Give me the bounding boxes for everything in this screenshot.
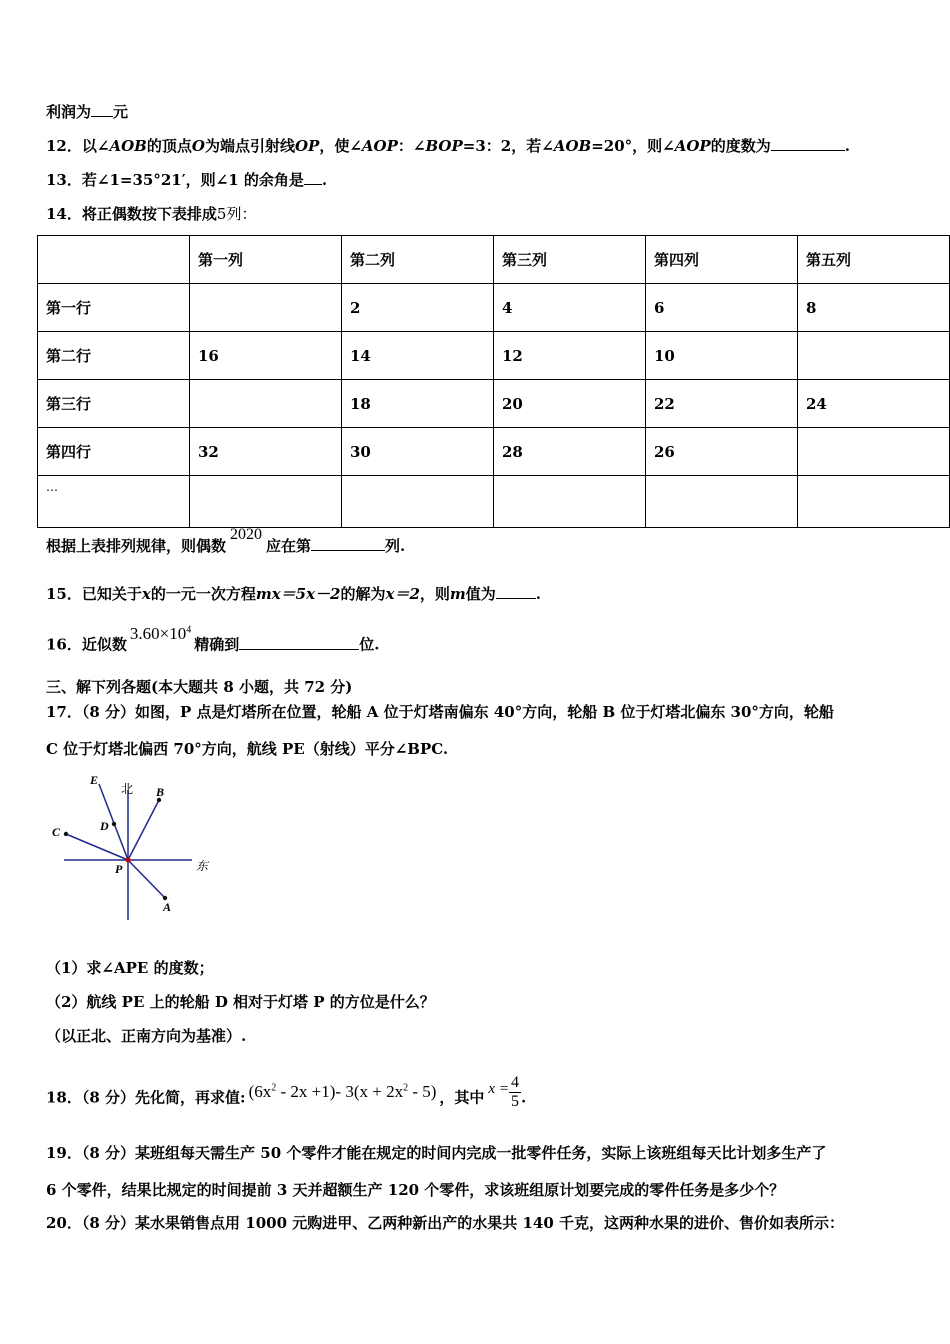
table-row — [38, 380, 950, 428]
question-17-sub1: （1）求∠APE 的度数； — [46, 959, 214, 977]
label-e: E — [90, 773, 99, 787]
question-17-line2: C 位于灯塔北偏西 70°方向，航线 PE（射线）平分∠BPC. — [46, 740, 449, 758]
table-row — [38, 476, 950, 528]
table-cell: 26 — [646, 428, 798, 476]
table-cell: 12 — [494, 332, 646, 380]
fraction: $\frac{4}{5}$ — [510, 1074, 519, 1111]
answer-blank — [91, 102, 113, 117]
question-17-sub2: （2）航线 PE 上的轮船 D 相对于灯塔 P 的方位是什么？ — [46, 993, 435, 1011]
table-cell: 第五列 — [798, 236, 950, 284]
section-title: 三、解下列各题(本大题共 8 小题，共 72 分) — [46, 678, 353, 696]
label-c: C — [52, 825, 61, 839]
label-p: P — [115, 862, 123, 876]
table-cell: 第四行 — [38, 428, 190, 476]
question-16: 16．近似数$3.60\times 10^4$精确到 位. — [46, 623, 380, 654]
table-cell — [190, 284, 342, 332]
table-row — [38, 332, 950, 380]
answer-blank — [496, 584, 536, 599]
table-cell — [190, 476, 342, 528]
point-d — [112, 822, 116, 826]
table-cell: 28 — [494, 428, 646, 476]
table-cell: 32 — [190, 428, 342, 476]
label-east: 东 — [196, 859, 209, 873]
table-cell: … — [38, 476, 190, 528]
question-13: 13．若∠1=35°21′，则∠1 的余角是 . — [46, 171, 328, 189]
table-cell: 30 — [342, 428, 494, 476]
table-cell — [798, 476, 950, 528]
lighthouse-direction-figure — [44, 770, 224, 925]
table-cell: 第一列 — [190, 236, 342, 284]
expression: $(6x^2 - 2x +1)-$ $3(x + 2x^2 - 5)$ — [248, 1081, 437, 1101]
label-north: 北 — [121, 782, 134, 796]
table-cell — [798, 428, 950, 476]
question-14-intro: 14．将正偶数按下表排成5列： — [46, 205, 257, 223]
table-cell — [646, 476, 798, 528]
table-cell: 2 — [342, 284, 494, 332]
table-cell: 第二列 — [342, 236, 494, 284]
even-number-table — [37, 235, 950, 528]
question-17-line1: 17．（8 分）如图，P 点是灯塔所在位置，轮船 A 位于灯塔南偏东 40°方向，轮船 B 位于灯塔北偏东 30°方向，轮船 — [46, 703, 834, 721]
question-20: 20．（8 分）某水果销售点用 1000 元购进甲、乙两种新出产的水果共 140 千克，这两种水果的进价、售价如表所示： — [46, 1214, 844, 1232]
table-cell: 第三行 — [38, 380, 190, 428]
label-a: A — [163, 900, 172, 914]
table-cell: 6 — [646, 284, 798, 332]
point-c — [64, 832, 68, 836]
answer-blank — [304, 170, 322, 185]
table-cell — [190, 380, 342, 428]
table-cell: 第一行 — [38, 284, 190, 332]
table-cell — [342, 476, 494, 528]
ray-pa — [128, 860, 165, 898]
label-d: D — [100, 819, 109, 833]
table-cell: 24 — [798, 380, 950, 428]
question-14-ask: 根据上表排列规律，则偶数2020应在第 列. — [46, 526, 406, 555]
question-19-line2: 6 个零件，结果比规定的时间提前 3 天并超额生产 120 个零件，求该班组原计划要完成的零件任务是多少个？ — [46, 1181, 785, 1199]
question-17-sub3: （以正北、正南方向为基准）. — [46, 1027, 247, 1045]
table-cell: 第四列 — [646, 236, 798, 284]
table-row — [38, 428, 950, 476]
table-row — [38, 284, 950, 332]
table-cell: 4 — [494, 284, 646, 332]
table-cell — [38, 236, 190, 284]
question-12: 12．以∠AOB的顶点O为端点引射线OP，使∠AOP：∠BOP=3：2，若∠AOB=20°，则∠AOP的度数为 . — [46, 137, 850, 155]
ray-pb — [128, 800, 159, 860]
table-cell: 第二行 — [38, 332, 190, 380]
question-18: 18．（8 分）先化简，再求值: $(6x^2 - 2x +1)-$ $3(x + 2x^2 - 5)$ ，其中 x = $\frac{4}{5}$ . — [46, 1074, 527, 1111]
table-cell: 20 — [494, 380, 646, 428]
answer-blank — [771, 136, 845, 151]
point-p — [126, 858, 131, 863]
table-cell: 22 — [646, 380, 798, 428]
table-cell: 18 — [342, 380, 494, 428]
table-cell: 10 — [646, 332, 798, 380]
label-b: B — [156, 785, 165, 799]
q11-tail: 利润为 元 — [46, 103, 129, 121]
table-cell: 16 — [190, 332, 342, 380]
answer-blank — [239, 635, 359, 650]
table-cell: 8 — [798, 284, 950, 332]
table-cell: 14 — [342, 332, 494, 380]
approx-number: $3.60\times 10^4$ — [129, 623, 192, 643]
table-header-row — [38, 236, 950, 284]
table-cell — [798, 332, 950, 380]
question-15: 15．已知关于x的一元一次方程mx＝5x－2的解为x＝2，则m值为 . — [46, 585, 542, 603]
table-cell: 第三列 — [494, 236, 646, 284]
ray-pc — [66, 834, 128, 860]
question-19-line1: 19．（8 分）某班组每天需生产 50 个零件才能在规定的时间内完成一批零件任务，实际上该班组每天比计划多生产了 — [46, 1144, 827, 1162]
table-cell — [494, 476, 646, 528]
answer-blank — [311, 536, 385, 551]
